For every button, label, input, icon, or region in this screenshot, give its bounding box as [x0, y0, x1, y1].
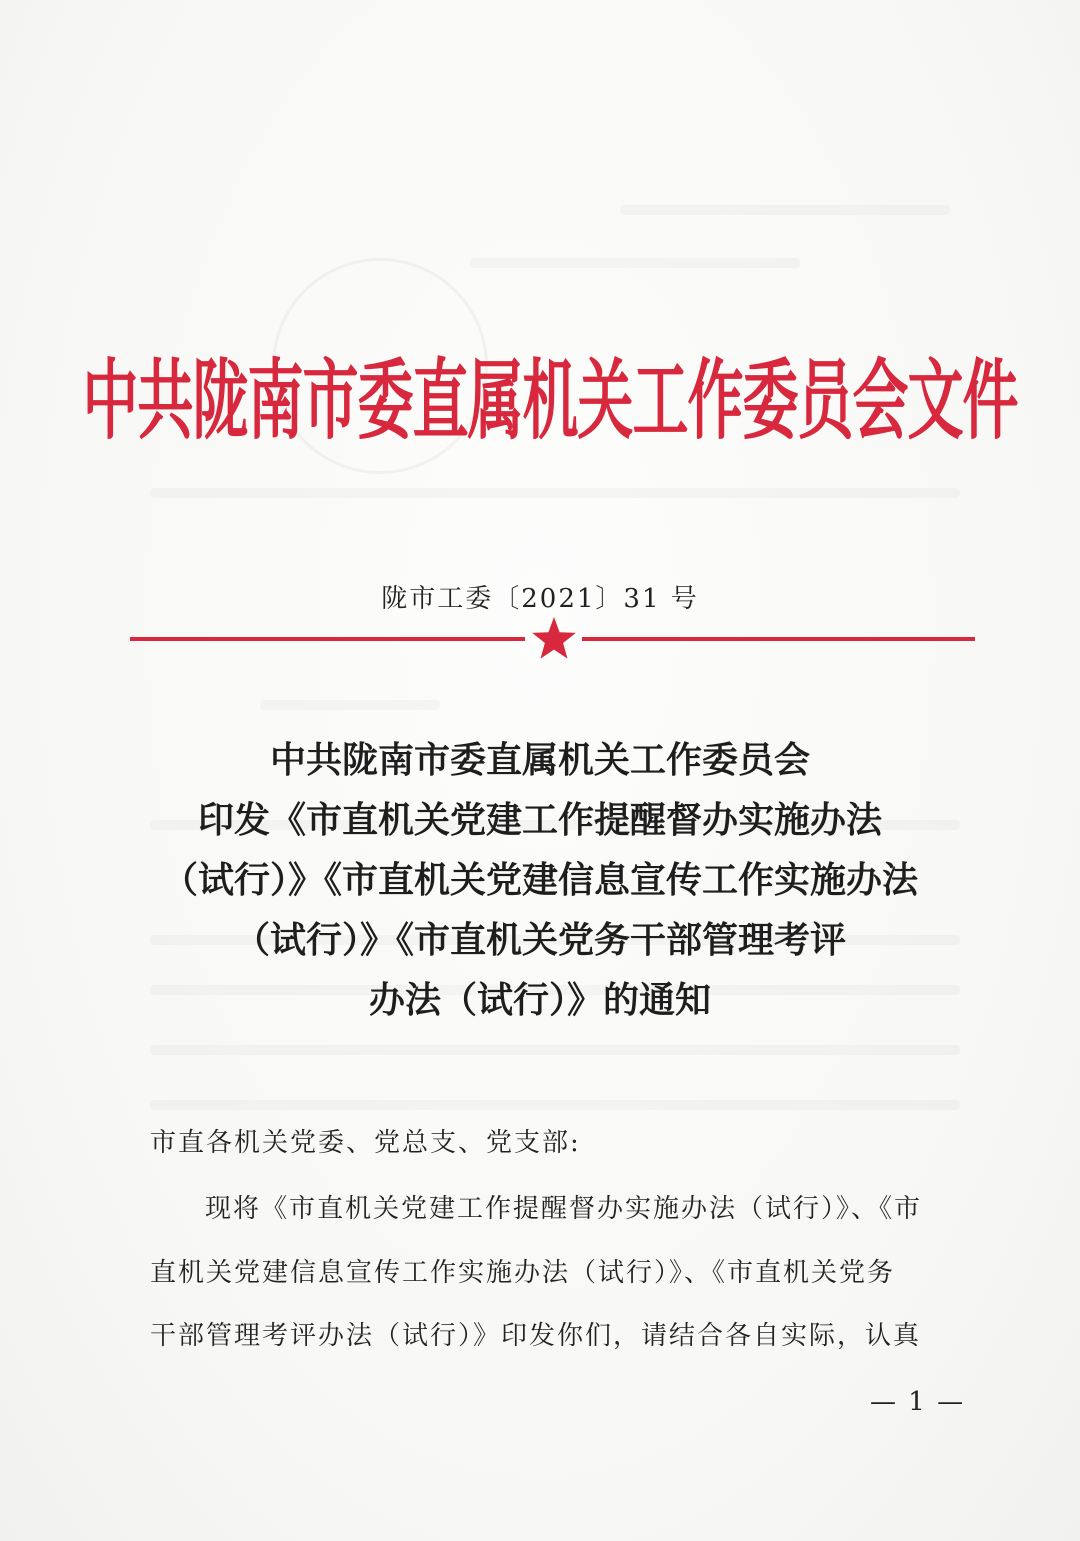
notice-title	[100, 730, 980, 1030]
title-line: （试行）》《市直机关党务干部管理考评	[233, 919, 846, 961]
title-line: 印发《市直机关党建工作提醒督办实施办法	[197, 799, 882, 841]
red-divider-left	[130, 637, 525, 641]
bleed-through-line	[150, 1100, 960, 1110]
body-line: 直机关党建信息宣传工作实施办法（试行）》、《市直机关党务	[150, 1258, 896, 1288]
page-number: — 1 —	[870, 1387, 966, 1417]
masthead-title: 中共陇南市委直属机关工作委员会文件	[82, 350, 1018, 453]
bleed-through-line	[150, 488, 960, 498]
masthead	[82, 330, 1018, 460]
body-line: 现将《市直机关党建工作提醒督办实施办法（试行）》、《市	[205, 1194, 923, 1224]
title-line: （试行）》《市直机关党建信息宣传工作实施办法	[161, 859, 918, 901]
red-star-icon	[530, 614, 578, 662]
title-line: 办法（试行）》的通知	[368, 979, 711, 1021]
bleed-through-line	[470, 258, 800, 268]
bleed-through-line	[620, 205, 950, 215]
document-number: 陇市工委〔2021〕31 号	[381, 584, 699, 614]
bleed-through-line	[150, 1045, 960, 1055]
bleed-through-line	[260, 700, 440, 710]
salutation: 市直各机关党委、党总支、党支部:	[150, 1128, 581, 1158]
red-divider-right	[582, 637, 975, 641]
body-line: 干部管理考评办法（试行）》印发你们，请结合各自实际，认真	[150, 1321, 922, 1351]
title-line: 中共陇南市委直属机关工作委员会	[269, 739, 810, 781]
